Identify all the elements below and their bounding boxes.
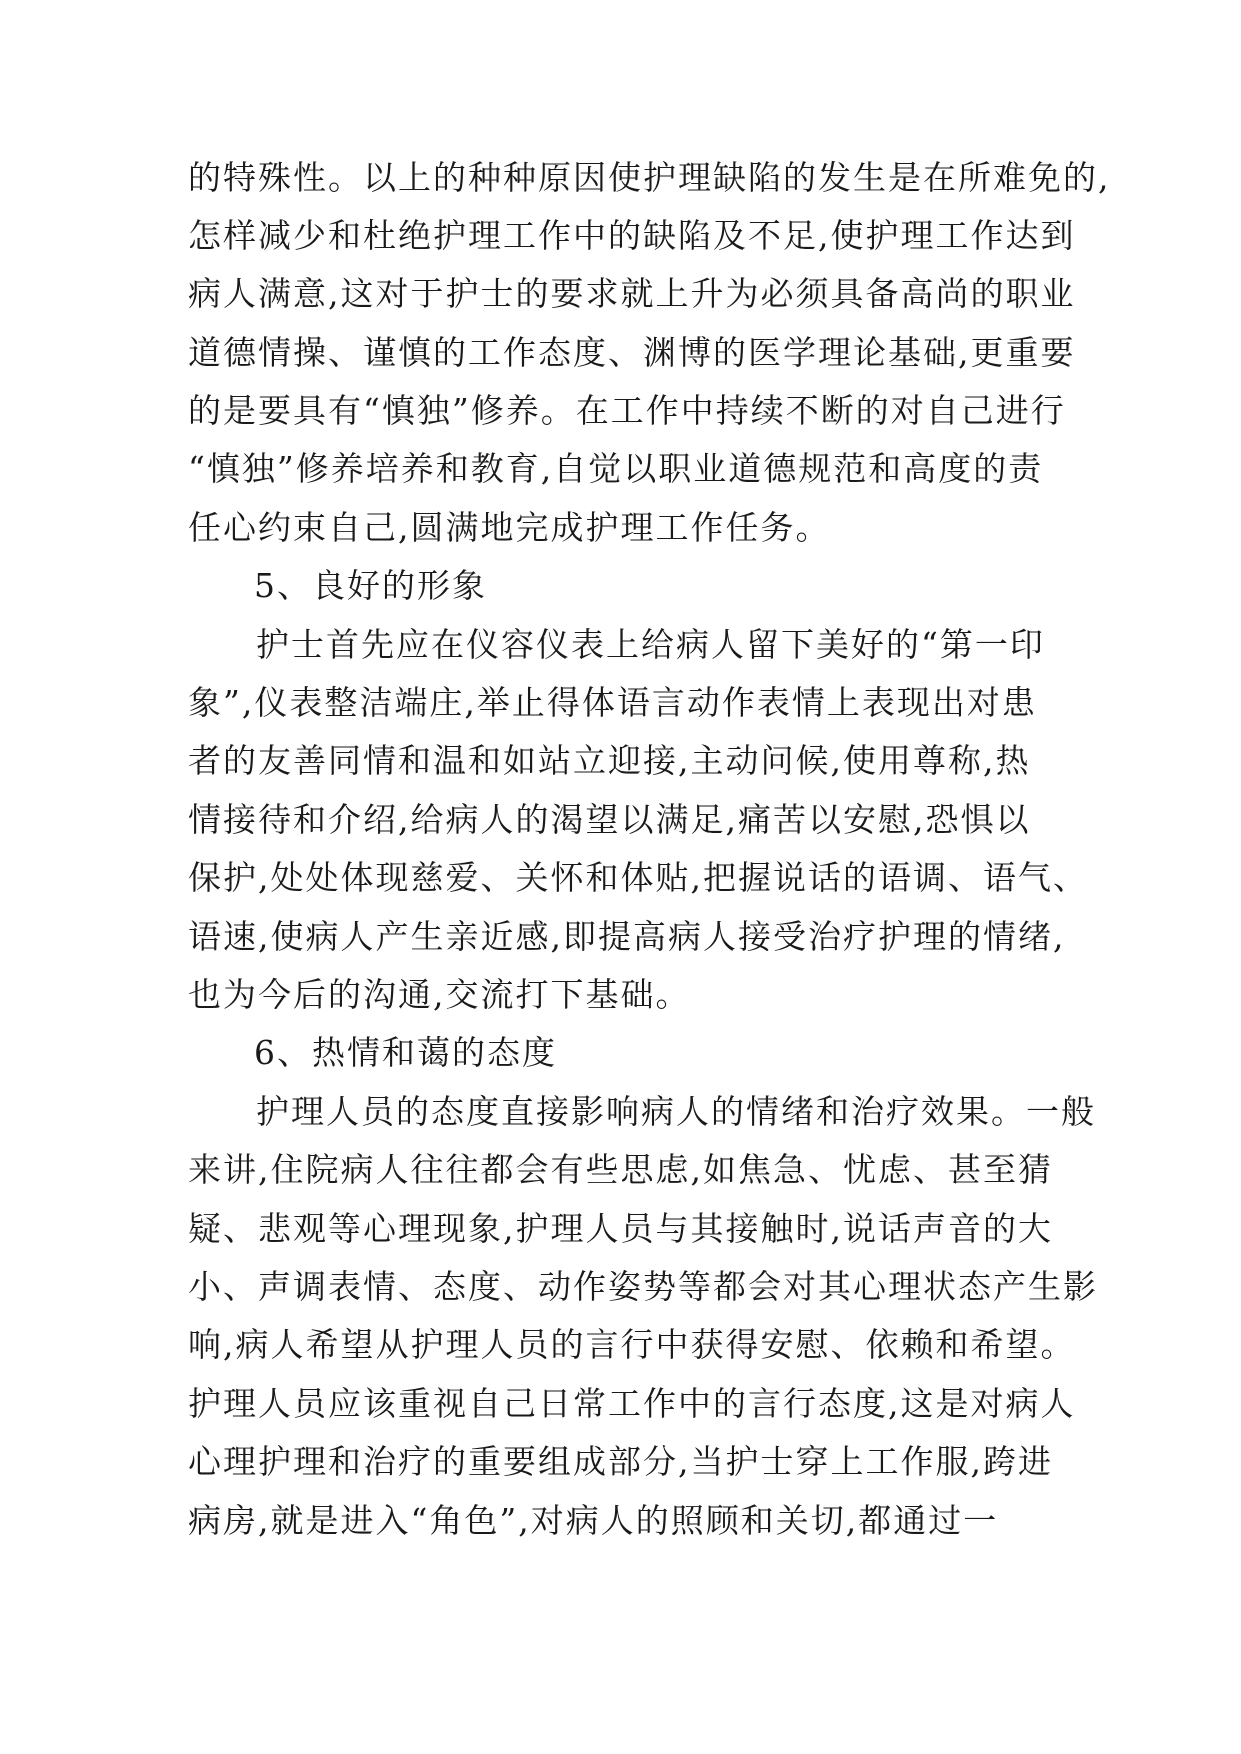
paragraph-first-line: 护理人员的态度直接影响病人的情绪和治疗效果。一般 bbox=[256, 1092, 1096, 1131]
section-heading: 5、良好的形象 bbox=[254, 566, 487, 605]
text-line: 护理人员应该重视自己日常工作中的言行态度,这是对病人 bbox=[188, 1384, 1076, 1423]
text-line: 任心约束自己,圆满地完成护理工作任务。 bbox=[188, 508, 831, 547]
text-line: 怎样减少和杜绝护理工作中的缺陷及不足,使护理工作达到 bbox=[188, 216, 1076, 255]
text-line: 来讲,住院病人往往都会有些思虑,如焦急、忧虑、甚至猜 bbox=[188, 1150, 1053, 1189]
text-line: 情接待和介绍,给病人的渴望以满足,痛苦以安慰,恐惧以 bbox=[188, 800, 1031, 839]
text-line: 象”,仪表整洁端庄,举止得体语言动作表情上表现出对患 bbox=[188, 683, 1037, 722]
text-line: 的特殊性。以上的种种原因使护理缺陷的发生是在所难免的, bbox=[188, 158, 1111, 197]
text-line: 病人满意,这对于护士的要求就上升为必须具备高尚的职业 bbox=[188, 274, 1076, 313]
text-line: 病房,就是进入“角色”,对病人的照顾和关切,都通过一 bbox=[188, 1501, 999, 1540]
section-heading: 6、热情和蔼的态度 bbox=[254, 1033, 557, 1072]
paragraph-first-line: 护士首先应在仪容仪表上给病人留下美好的“第一印 bbox=[256, 625, 1045, 664]
text-line: 保护,处处体现慈爱、关怀和体贴,把握说话的语调、语气、 bbox=[188, 858, 1088, 897]
text-line: 疑、悲观等心理现象,护理人员与其接触时,说话声音的大 bbox=[188, 1209, 1053, 1248]
text-line: 语速,使病人产生亲近感,即提高病人接受治疗护理的情绪, bbox=[188, 917, 1066, 956]
text-line: 者的友善同情和温和如站立迎接,主动问候,使用尊称,热 bbox=[188, 741, 1031, 780]
text-line: 的是要具有“慎独”修养。在工作中持续不断的对自己进行 bbox=[188, 391, 1066, 430]
text-line: 响,病人希望从护理人员的言行中获得安慰、依赖和希望。 bbox=[188, 1325, 1076, 1364]
text-line: 道德情操、谨慎的工作态度、渊博的医学理论基础,更重要 bbox=[188, 333, 1076, 372]
text-line: 也为今后的沟通,交流打下基础。 bbox=[188, 975, 691, 1014]
text-line: 小、声调表情、态度、动作姿势等都会对其心理状态产生影 bbox=[188, 1267, 1098, 1306]
text-line: 心理护理和治疗的重要组成部分,当护士穿上工作服,跨进 bbox=[188, 1442, 1053, 1481]
text-line: “慎独”修养培养和教育,自觉以职业道德规范和高度的责 bbox=[188, 449, 1044, 488]
